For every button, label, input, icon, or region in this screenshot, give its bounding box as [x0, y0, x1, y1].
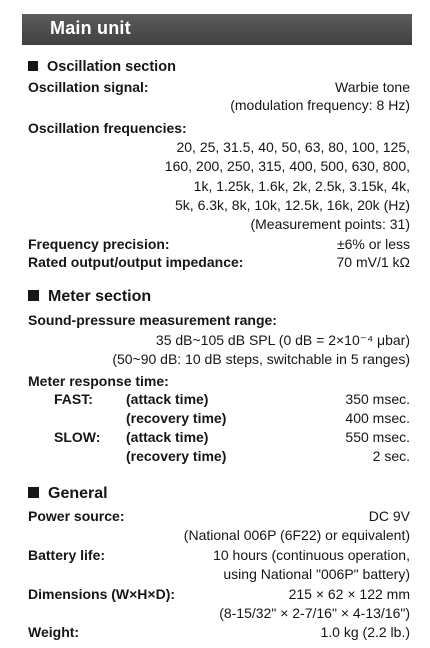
spec-row-dimensions: [0, 584, 430, 604]
frequency-list-text: 1k, 1.25k, 1.6k, 2k, 2.5k, 3.15k, 4k,: [193, 178, 410, 194]
frequency-list-line: [0, 214, 430, 234]
spec-row-oscillation-note: [0, 95, 430, 115]
section-heading-oscillation: [0, 57, 430, 77]
recovery-time-label: (recovery time): [126, 410, 227, 426]
weight-value: 1.0 kg (2.2 lb.): [320, 624, 410, 640]
spec-row-weight: [0, 622, 430, 642]
title-banner: [22, 14, 412, 45]
oscillation-signal-note: (modulation frequency: 8 Hz): [230, 97, 410, 113]
spec-row-slow-recovery: [0, 446, 430, 466]
frequency-list-text: 20, 25, 31.5, 40, 50, 63, 80, 100, 125,: [176, 139, 410, 155]
measurement-range-value: 35 dB~105 dB SPL (0 dB = 2×10⁻⁴ μbar): [155, 332, 410, 348]
weight-label: Weight:: [28, 624, 80, 640]
oscillation-signal-value: Warbie tone: [335, 79, 410, 95]
spec-row-battery-note: [0, 564, 430, 584]
oscillation-signal-label: Oscillation signal:: [28, 79, 149, 95]
spec-row-slow-attack: [0, 427, 430, 447]
fast-attack-value: 350 msec.: [345, 391, 410, 407]
oscillation-heading: Oscillation section: [47, 59, 176, 75]
slow-label: SLOW:: [54, 429, 101, 445]
battery-life-value: 10 hours (continuous operation,: [213, 547, 410, 563]
spec-row-rated-output: [0, 252, 430, 272]
frequency-list-text: 5k, 6.3k, 8k, 10k, 12.5k, 16k, 20k (Hz): [175, 197, 410, 213]
spec-row-power-source: [0, 506, 430, 526]
spec-row-response-label: [0, 371, 430, 391]
battery-life-label: Battery life:: [28, 547, 106, 563]
fast-label: FAST:: [54, 391, 93, 407]
frequency-list-text: 160, 200, 250, 315, 400, 500, 630, 800,: [164, 158, 410, 174]
spec-row-range-value: [0, 330, 430, 350]
spec-row-fast-recovery: [0, 408, 430, 428]
square-bullet-icon: [28, 290, 39, 301]
section-heading-meter: [0, 287, 430, 307]
dimensions-label: Dimensions (W×H×D):: [28, 586, 176, 602]
slow-recovery-value: 2 sec.: [372, 448, 410, 464]
spec-row-range-steps: [0, 349, 430, 369]
spec-row-fast-attack: [0, 389, 430, 409]
rated-output-value: 70 mV/1 kΩ: [336, 254, 410, 270]
power-source-value: DC 9V: [368, 508, 410, 524]
frequency-list-line: [0, 195, 430, 215]
frequency-precision-label: Frequency precision:: [28, 236, 170, 252]
measurement-range-label: Sound-pressure measurement range:: [28, 312, 277, 328]
spec-row-frequency-precision: [0, 234, 430, 254]
square-bullet-icon: [28, 487, 39, 498]
power-source-label: Power source:: [28, 508, 125, 524]
spec-row-frequencies-label: [0, 118, 430, 138]
oscillation-frequencies-label: Oscillation frequencies:: [28, 120, 187, 136]
spec-row-oscillation-signal: [0, 77, 430, 97]
spec-row-battery-life: [0, 545, 430, 565]
section-heading-general: [0, 484, 430, 504]
frequency-list-line: [0, 156, 430, 176]
meter-heading: Meter section: [48, 288, 152, 305]
spec-row-dimensions-inch: [0, 603, 430, 623]
battery-life-note: using National "006P" battery): [223, 566, 410, 582]
rated-output-label: Rated output/output impedance:: [28, 254, 244, 270]
page-title: Main unit: [50, 18, 131, 38]
general-heading: General: [48, 485, 108, 502]
meter-response-label: Meter response time:: [28, 373, 169, 389]
attack-time-label: (attack time): [126, 391, 209, 407]
measurement-points-note: (Measurement points: 31): [250, 216, 410, 232]
power-source-note: (National 006P (6F22) or equivalent): [183, 527, 410, 543]
fast-recovery-value: 400 msec.: [345, 410, 410, 426]
attack-time-label: (attack time): [126, 429, 209, 445]
dimensions-value: 215 × 62 × 122 mm: [288, 586, 410, 602]
slow-attack-value: 550 msec.: [345, 429, 410, 445]
frequency-precision-value: ±6% or less: [336, 236, 410, 252]
recovery-time-label: (recovery time): [126, 448, 227, 464]
square-bullet-icon: [28, 61, 38, 71]
spec-row-range-label: [0, 310, 430, 330]
frequency-list-line: [0, 176, 430, 196]
dimensions-inch-value: (8-15/32" × 2-7/16" × 4-13/16"): [219, 605, 410, 621]
frequency-list-line: [0, 137, 430, 157]
measurement-range-steps: (50~90 dB: 10 dB steps, switchable in 5 ranges): [112, 351, 410, 367]
spec-row-power-note: [0, 525, 430, 545]
